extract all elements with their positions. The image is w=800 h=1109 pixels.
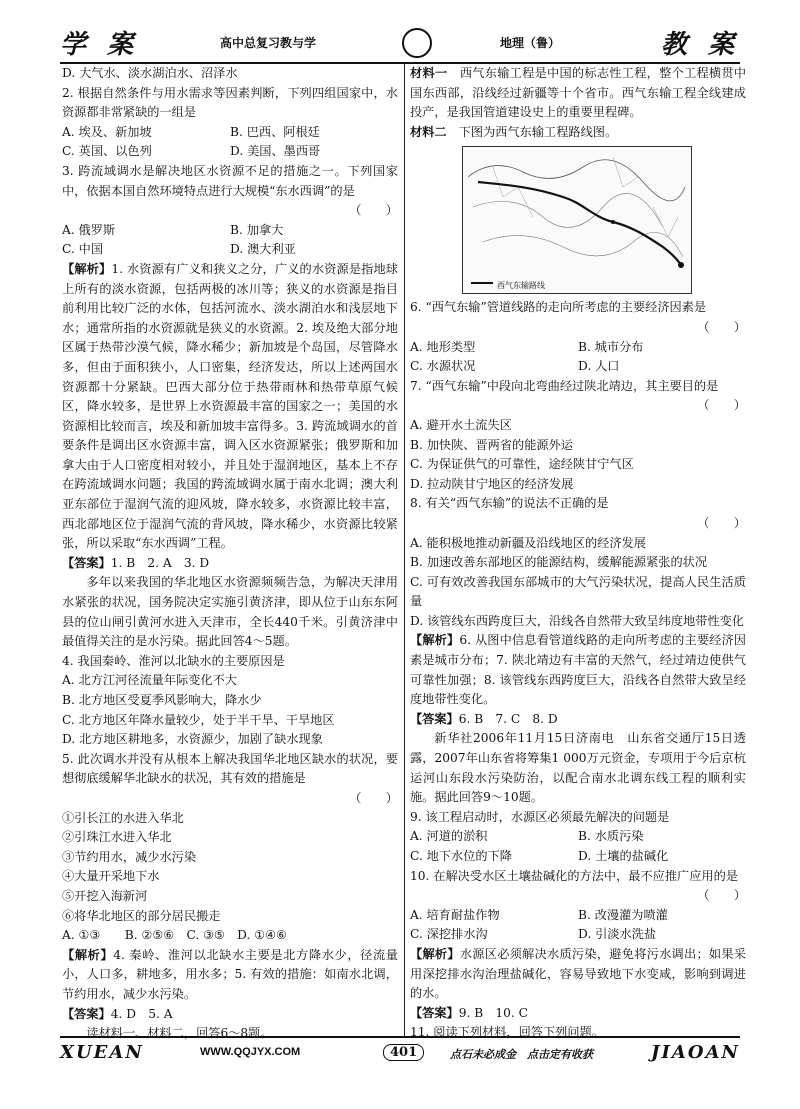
q8-option-a: A. 能积极地推动新疆及沿线地区的经济发展 bbox=[410, 535, 646, 550]
q7-option-c: C. 为保证供气的可靠性，途经陕甘宁气区 bbox=[410, 457, 634, 472]
answer-text: 1. B 2. A 3. D bbox=[110, 555, 210, 570]
q10-option-b: B. 改漫灌为喷灌 bbox=[578, 907, 668, 922]
right-column bbox=[410, 64, 746, 1043]
answer-6-8 bbox=[410, 710, 746, 730]
q9-option-b: B. 水质污染 bbox=[578, 829, 644, 844]
q9-option-d: D. 土壤的盐碱化 bbox=[578, 849, 669, 863]
q8-option-b: B. 加速改善东部地区的能源结构，缓解能源紧张的状况 bbox=[410, 555, 708, 570]
q5-item-4: ④大量开采地下水 bbox=[62, 869, 160, 884]
q3-option-a: A. 俄罗斯 bbox=[62, 222, 116, 237]
q3-option-d: D. 澳大利亚 bbox=[230, 242, 296, 257]
question-9: 9. 该工程启动时，水源区必须最先解决的问题是 bbox=[410, 809, 670, 824]
q5-item-5: ⑤开挖入海新河 bbox=[62, 888, 148, 903]
answer-tag: 【答案】 bbox=[62, 555, 111, 570]
map-legend-label: 西气东输路线 bbox=[497, 281, 545, 291]
q7-option-d: D. 拉动陕甘宁地区的经济发展 bbox=[410, 476, 574, 491]
answer-tag: 【答案】 bbox=[410, 1005, 459, 1020]
q7-answer-blank: （ ） bbox=[697, 398, 746, 413]
analysis-6-8 bbox=[410, 631, 746, 709]
material-2-tag: 材料二 bbox=[410, 124, 447, 139]
q2-option-d: D. 美国、墨西哥 bbox=[230, 144, 321, 159]
answer-text: 9. B 10. C bbox=[458, 1005, 528, 1020]
q4-option-d: D. 北方地区耕地多，水资源少，加剧了缺水现象 bbox=[62, 732, 323, 747]
q6-option-b: B. 城市分布 bbox=[578, 339, 644, 354]
material-1-tag: 材料一 bbox=[410, 66, 448, 80]
question-6: 6. “西气东输”管道线路的走向所考虑的主要经济因素是 bbox=[410, 300, 707, 315]
page-header bbox=[60, 22, 740, 62]
q6-option-a: A. 地形类型 bbox=[410, 339, 476, 354]
question-4: 4. 我国秦岭、淮河以北缺水的主要原因是 bbox=[62, 653, 285, 668]
footer-xuean: XUEAN bbox=[60, 1042, 144, 1063]
logo-icon bbox=[402, 28, 432, 58]
q3-answer-blank: （ ） bbox=[349, 203, 398, 218]
left-column bbox=[62, 64, 398, 1044]
answer-tag: 【答案】 bbox=[410, 711, 459, 726]
q3-option-b: B. 加拿大 bbox=[230, 222, 284, 237]
q1-option-d: D. 大气水、淡水湖泊水、沼泽水 bbox=[62, 66, 238, 80]
question-11: 11. 阅读下列材料，回答下列问题。 bbox=[410, 1025, 604, 1040]
answer-1-3 bbox=[62, 554, 398, 574]
answer-4-5 bbox=[62, 1005, 398, 1025]
analysis-tag: 【解析】 bbox=[410, 633, 460, 648]
answer-text: 4. D 5. A bbox=[110, 1006, 173, 1021]
q6-option-c: C. 水源状况 bbox=[410, 359, 476, 374]
analysis-4-5 bbox=[62, 946, 398, 1005]
page-footer bbox=[60, 1036, 740, 1066]
material-yinhuangjijin: 多年以来我国的华北地区水资源频频告急，为解决天津用水紧张的状况，国务院决定实施引黄济津，即从位于山东东阿县的位山闸引黄河水进入天津市，全长440千米。引黄济津中最值得关注的是水污染。据此回答4～5题。 bbox=[62, 575, 398, 649]
header-series-title: 高中总复习教与学 bbox=[220, 36, 317, 50]
answer-text: 6. B 7. C 8. D bbox=[458, 711, 558, 726]
q7-option-a: A. 避开水土流失区 bbox=[410, 417, 512, 432]
west-east-gas-map bbox=[462, 146, 692, 294]
answer-tag: 【答案】 bbox=[62, 1006, 111, 1021]
q5-options: A. ①③ B. ②⑤⑥ C. ③⑤ D. ①④⑥ bbox=[62, 928, 287, 943]
q9-option-c: C. 地下水位的下降 bbox=[410, 849, 512, 863]
q4-option-b: B. 北方地区受夏季风影响大，降水少 bbox=[62, 693, 262, 707]
question-5: 5. 此次调水并没有从根本上解决我国华北地区缺水的状况，要想彻底缓解华北缺水的状况，其有效的措施是 bbox=[62, 751, 398, 786]
analysis-text: 1. 水资源有广义和狭义之分，广义的水资源是指地球上所有的淡水资源，包括两极的冰川等；狭义的水资源是指目前利用比较广泛的水体，包括河流水、淡水湖泊水和浅层地下水；通常所指的水资源就是狭义的水资源。2. 埃及绝大部分地区属于热带沙漠气候，降水稀少；新加坡是个岛国，尽管降水多，但由于面积狭小，人口密集，经济发达，所以上述两国水资源都十分紧缺。巴西大部分位于热带雨林和热带草原气候区，降水较多，是世界上水资源最丰富的国家之一；美国的水资源相比较而言，埃及和新加坡丰富得多。3. 跨流域调水的首要条件是调出区水资源丰富，调入区水资源紧张；俄罗斯和加拿大由于人口密度相对较小，并且处于湿润地区，基本上不存在跨流域调水问题；我国的跨流域调水属于南水北调；澳大利亚东部位于湿润气流的迎风坡，降水较多，水资源比较丰富，西北部地区位于湿润气流的背风坡，降水稀少，水资源比较紧张，所以采取“东水西调”工程。 bbox=[62, 261, 398, 551]
q9-option-a: A. 河道的淤积 bbox=[410, 829, 488, 844]
q2-option-c: C. 英国、以色列 bbox=[62, 144, 152, 159]
analysis-1-3 bbox=[62, 260, 398, 554]
footer-url: WWW.QQJYX.COM bbox=[200, 1046, 301, 1058]
analysis-text: 4. 秦岭、淮河以北缺水主要是北方降水少，径流量小，人口多，耕地多，用水多；5. 有效的措施：如南水北调，节约用水，减少水污染。 bbox=[62, 947, 398, 1001]
q8-answer-blank: （ ） bbox=[697, 515, 746, 530]
footer-rule bbox=[60, 1036, 740, 1038]
page-number: 401 bbox=[383, 1044, 424, 1061]
header-xuean: 学 案 bbox=[60, 30, 140, 60]
question-2: 2. 根据自然条件与用水需求等因素判断，下列四组国家中，水资源都非常紧缺的一组是 bbox=[62, 85, 398, 120]
q10-option-d: D. 引淡水洗盐 bbox=[578, 927, 657, 942]
q8-option-d: D. 该管线东西跨度巨大，沿线各自然带大致呈纬度地带性变化 bbox=[410, 613, 744, 628]
question-7: 7. “西气东输”中段向北弯曲经过陕北靖边，其主要目的是 bbox=[410, 378, 719, 393]
header-jiaoan: 教 案 bbox=[660, 30, 740, 60]
analysis-9-10 bbox=[410, 945, 746, 1004]
q5-item-1: ①引长江的水进入华北 bbox=[62, 810, 184, 825]
header-subject: 地理（鲁） bbox=[500, 36, 561, 50]
q2-option-b: B. 巴西、阿根廷 bbox=[230, 124, 320, 139]
q4-option-a: A. 北方江河径流量年际变化不大 bbox=[62, 673, 237, 688]
q5-item-6: ⑥将华北地区的部分居民搬走 bbox=[62, 908, 221, 923]
map-drawing bbox=[463, 147, 691, 293]
question-10: 10. 在解决受水区土壤盐碱化的方法中，最不应推广应用的是 bbox=[410, 868, 738, 883]
q10-option-c: C. 深挖排水沟 bbox=[410, 927, 488, 942]
q5-item-3: ③节约用水，减少水污染 bbox=[62, 849, 197, 864]
footer-jiaoan: JIAOAN bbox=[650, 1042, 740, 1063]
question-8: 8. 有关“西气东输”的说法不正确的是 bbox=[410, 496, 609, 511]
q8-option-c: C. 可有效改善我国东部城市的大气污染状况，提高人民生活质量 bbox=[410, 574, 746, 609]
q6-option-d: D. 人口 bbox=[578, 359, 620, 374]
answer-9-10 bbox=[410, 1004, 746, 1024]
q3-option-c: C. 中国 bbox=[62, 242, 104, 257]
q5-answer-blank: （ ） bbox=[349, 790, 398, 805]
question-3: 3. 跨流域调水是解决地区水资源不足的措施之一。下列国家中，依据本国自然环境特点进行大规模“东水西调”的是 bbox=[62, 163, 398, 198]
q2-option-a: A. 埃及、新加坡 bbox=[62, 124, 152, 139]
material-2-text: 下图为西气东输工程路线图。 bbox=[458, 124, 618, 139]
q7-option-b: B. 加快陕、晋两省的能源外运 bbox=[410, 437, 573, 452]
news-material: 新华社2006年11月15日济南电 山东省交通厅15日透露，2007年山东省将筹集1 000万元资金，专项用于今后京杭运河山东段水污染防治，以配合南水北调东线工程的顺利实施。据此回答9～10题。 bbox=[410, 731, 746, 805]
footer-slogan: 点石未必成金 点击定有收获 bbox=[450, 1048, 593, 1061]
analysis-tag: 【解析】 bbox=[410, 946, 460, 961]
column-divider bbox=[404, 64, 405, 1036]
material-1-text: 西气东输工程是中国的标志性工程，整个工程横贯中国东西部，沿线经过新疆等十个省市。西气东输工程全线建成投产，是我国管道建设史上的重要里程碑。 bbox=[410, 66, 747, 120]
q5-item-2: ②引珠江水进入华北 bbox=[62, 830, 172, 845]
q10-answer-blank: （ ） bbox=[697, 888, 746, 903]
lead-6-8: 读材料一、材料二，回答6～8题。 bbox=[86, 1026, 273, 1041]
q6-answer-blank: （ ） bbox=[697, 319, 746, 334]
analysis-tag: 【解析】 bbox=[62, 261, 112, 276]
analysis-text: 水源区必须解决水质污染，避免将污水调出；如果采用深挖排水沟治理盐碱化，容易导致地下水变咸，影响到调进的水。 bbox=[410, 946, 747, 1001]
q10-option-a: A. 培育耐盐作物 bbox=[410, 907, 500, 922]
analysis-text: 6. 从图中信息看管道线路的走向所考虑的主要经济因素是城市分布；7. 陕北靖边有丰富的天然气，经过靖边使供气可靠性加强；8. 该管线东西跨度巨大，沿线各自然带大致呈经度地带性变化。 bbox=[410, 633, 746, 707]
analysis-tag: 【解析】 bbox=[62, 947, 114, 962]
q4-option-c: C. 北方地区年降水量较少，处于半干旱、干旱地区 bbox=[62, 712, 335, 727]
